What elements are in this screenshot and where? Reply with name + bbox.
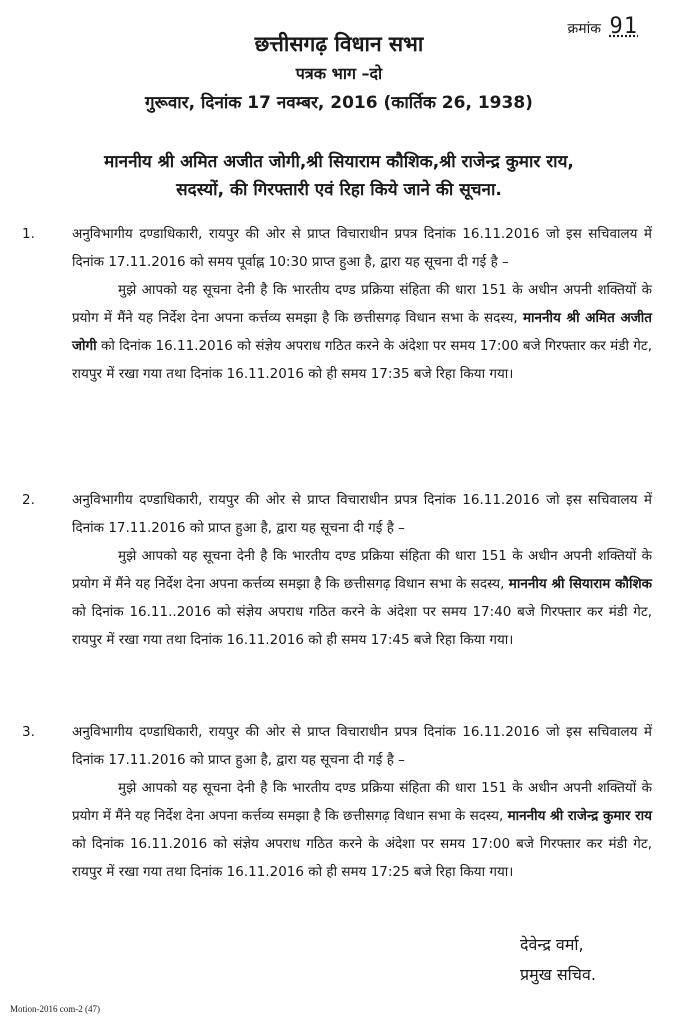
signatory-name: देवेन्द्र वर्मा, xyxy=(520,935,584,954)
item-text-a: मुझे आपको यह सूचना देनी है कि भारतीय दण्ड प्रक्रिया संहिता की धारा 151 के अधीन अपनी शक्तियों के प्रयोग में मैंने यह निर्देश देना अपना कर्त्तव्य समझा है कि छत्तीसगढ़ विधान सभा के सदस्य, xyxy=(72,282,652,326)
member-name: माननीय श्री सियाराम कौशिक xyxy=(508,576,653,592)
signatory-designation: प्रमुख सचिव. xyxy=(520,965,596,984)
item-number: 3. xyxy=(22,724,35,740)
document-date: गुरूवार, दिनांक 17 नवम्बर, 2016 (कार्तिक 26, 1938) xyxy=(145,93,533,113)
subject-heading xyxy=(20,148,658,204)
item-text xyxy=(72,276,652,388)
item-text-b: को दिनांक 16.11.2016 को संज्ञेय अपराध गठित करने के अंदेशा पर समय 17:00 बजे गिरफ्तार कर मंडी गेट, रायपुर में रखा गया तथा दिनांक 16.11.2016 को ही समय 17:35 बजे रिहा किया गया। xyxy=(72,338,652,382)
subject-line-1: माननीय श्री अमित अजीत जोगी,श्री सियाराम कौशिक,श्री राजेन्द्र कुमार राय, xyxy=(104,152,574,172)
item-text-b: को दिनांक 16.11.2016 को संज्ञेय अपराध गठित करने के अंदेशा पर समय 17:00 बजे गिरफ्तार कर मंडी गेट, रायपुर में रखा गया तथा दिनांक 16.11.2016 को ही समय 17:25 बजे रिहा किया गया। xyxy=(72,836,652,880)
item-number: 2. xyxy=(22,492,35,508)
item-intro: अनुविभागीय दण्डाधिकारी, रायपुर की ओर से प्राप्त विचाराधीन प्रपत्र दिनांक 16.11.2016 जो इस सचिवालय में दिनांक 17.11.2016 को समय पूर्वाह्न 10:30 प्राप्त हुआ है, द्वारा यह सूचना दी गई है – xyxy=(72,226,652,270)
notice-item xyxy=(22,718,660,886)
footer-reference: Motion-2016 com-2 (47) xyxy=(10,1004,100,1014)
item-number: 1. xyxy=(22,226,35,242)
member-name: माननीय श्री राजेन्द्र कुमार राय xyxy=(507,808,652,824)
item-text xyxy=(72,774,652,886)
signature-block xyxy=(520,930,596,990)
notice-item xyxy=(22,220,660,388)
document-subtitle: पत्रक भाग –दो xyxy=(295,64,383,83)
serial-value: 91 xyxy=(609,14,638,39)
item-text xyxy=(72,542,652,654)
item-text-b: को दिनांक 16.11..2016 को संज्ञेय अपराध गठित करने के अंदेशा पर समय 17:40 बजे गिरफ्तार कर मंडी गेट, रायपुर में रखा गया तथा दिनांक 16.11.2016 को ही समय 17:45 बजे रिहा किया गया। xyxy=(72,604,652,648)
subject-line-2: सदस्यों, की गिरफ्तारी एवं रिहा किये जाने की सूचना. xyxy=(176,180,502,200)
item-text-a: मुझे आपको यह सूचना देनी है कि भारतीय दण्ड प्रक्रिया संहिता की धारा 151 के अधीन अपनी शक्तियों के प्रयोग में मैंने यह निर्देश देना अपना कर्त्तव्य समझा है कि छत्तीसगढ़ विधान सभा के सदस्य, xyxy=(72,548,652,592)
item-intro: अनुविभागीय दण्डाधिकारी, रायपुर की ओर से प्राप्त विचाराधीन प्रपत्र दिनांक 16.11.2016 जो इस सचिवालय में दिनांक 17.11.2016 को प्राप्त हुआ है, द्वारा यह सूचना दी गई है – xyxy=(72,492,652,536)
item-text-a: मुझे आपको यह सूचना देनी है कि भारतीय दण्ड प्रक्रिया संहिता की धारा 151 के अधीन अपनी शक्तियों के प्रयोग में मैंने यह निर्देश देना अपना कर्त्तव्य समझा है कि छत्तीसगढ़ विधान सभा के सदस्य, xyxy=(72,780,652,824)
document-title: छत्तीसगढ़ विधान सभा xyxy=(254,32,424,56)
notice-item xyxy=(22,486,660,654)
member-name: माननीय श्री अमित अजीत जोगी xyxy=(72,310,653,354)
item-intro: अनुविभागीय दण्डाधिकारी, रायपुर की ओर से प्राप्त विचाराधीन प्रपत्र दिनांक 16.11.2016 जो इस सचिवालय में दिनांक 17.11.2016 को प्राप्त हुआ है, द्वारा यह सूचना दी गई है – xyxy=(72,724,652,768)
serial-label: क्रमांक xyxy=(567,21,602,37)
